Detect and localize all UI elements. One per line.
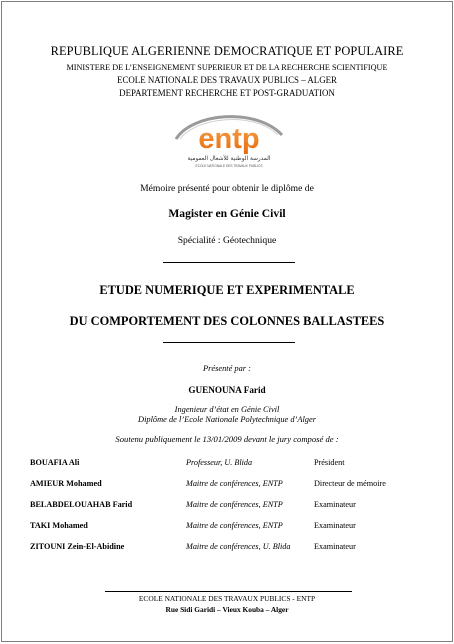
header-school: ECOLE NATIONALE DES TRAVAUX PUBLICS – ALGER — [117, 75, 337, 85]
jury-name: BOUAFIA Ali — [30, 458, 80, 467]
jury-row — [2, 458, 452, 472]
footer-divider — [105, 591, 352, 592]
jury-title: Maitre de conférences, U. Blida — [186, 542, 291, 551]
jury-row — [2, 500, 452, 514]
footer-school: ECOLE NATIONALE DES TRAVAUX PUBLICS - ENTP — [138, 594, 316, 603]
header-ministry: MINISTERE DE L’ENSEIGNEMENT SUPERIEUR ET DE LA RECHERCHE SCIENTIFIQUE — [66, 63, 388, 72]
author-title-2: Diplôme de l’Ecole Nationale Polytechnique d’Alger — [138, 415, 316, 424]
jury-row — [2, 479, 452, 493]
thesis-title-line2: DU COMPORTEMENT DES COLONNES BALLASTEES — [69, 314, 385, 328]
header-republic: REPUBLIQUE ALGERIENNE DEMOCRATIQUE ET POPULAIRE — [50, 44, 404, 58]
entp-logo — [170, 109, 288, 171]
logo-wordmark: entp — [198, 123, 260, 155]
degree-title: Magister en Génie Civil — [168, 207, 286, 220]
header-department: DEPARTEMENT RECHERCHE ET POST-GRADUATION — [119, 88, 335, 98]
jury-title: Maitre de conférences, ENTP — [186, 521, 283, 530]
author-name: GUENOUNA Farid — [188, 385, 266, 395]
jury-name: ZITOUNI Zein-El-Abidine — [30, 542, 125, 551]
memoire-label: Mémoire présenté pour obtenir le diplôme de — [140, 183, 314, 194]
author-title-1: Ingenieur d’état en Génie Civil — [174, 405, 280, 414]
jury-name: BELABDELOUAHAB Farid — [30, 500, 133, 509]
logo-arabic: المدرسة الوطنية للأشغال العمومية — [187, 156, 271, 162]
jury-role: Examinateur — [314, 542, 356, 551]
jury-title: Maitre de conférences, ENTP — [186, 500, 283, 509]
divider-bottom — [163, 342, 295, 343]
jury-role: Examinateur — [314, 500, 356, 509]
jury-name: AMIEUR Mohamed — [30, 479, 102, 488]
divider-top — [163, 262, 295, 263]
logo-subtext: ECOLE NATIONALE DES TRAVAUX PUBLICS — [195, 164, 263, 168]
footer-address: Rue Sidi Garidi – Vieux Kouba – Alger — [165, 605, 289, 614]
jury-role: Examinateur — [314, 521, 356, 530]
defense-statement: Soutenu publiquement le 13/01/2009 devant le jury composé de : — [115, 434, 339, 444]
thesis-title-line1: ETUDE NUMERIQUE ET EXPERIMENTALE — [99, 283, 355, 297]
jury-title: Maitre de conférences, ENTP — [186, 479, 283, 488]
jury-name: TAKI Mohamed — [30, 521, 88, 530]
presented-label: Présenté par : — [203, 364, 251, 373]
jury-title: Professeur, U. Blida — [186, 458, 253, 467]
document-page — [1, 1, 453, 642]
specialty: Spécialité : Géotechnique — [177, 235, 277, 246]
jury-role: Directeur de mémoire — [314, 479, 386, 488]
jury-row — [2, 521, 452, 535]
jury-row — [2, 542, 452, 556]
jury-role: Président — [314, 458, 345, 467]
